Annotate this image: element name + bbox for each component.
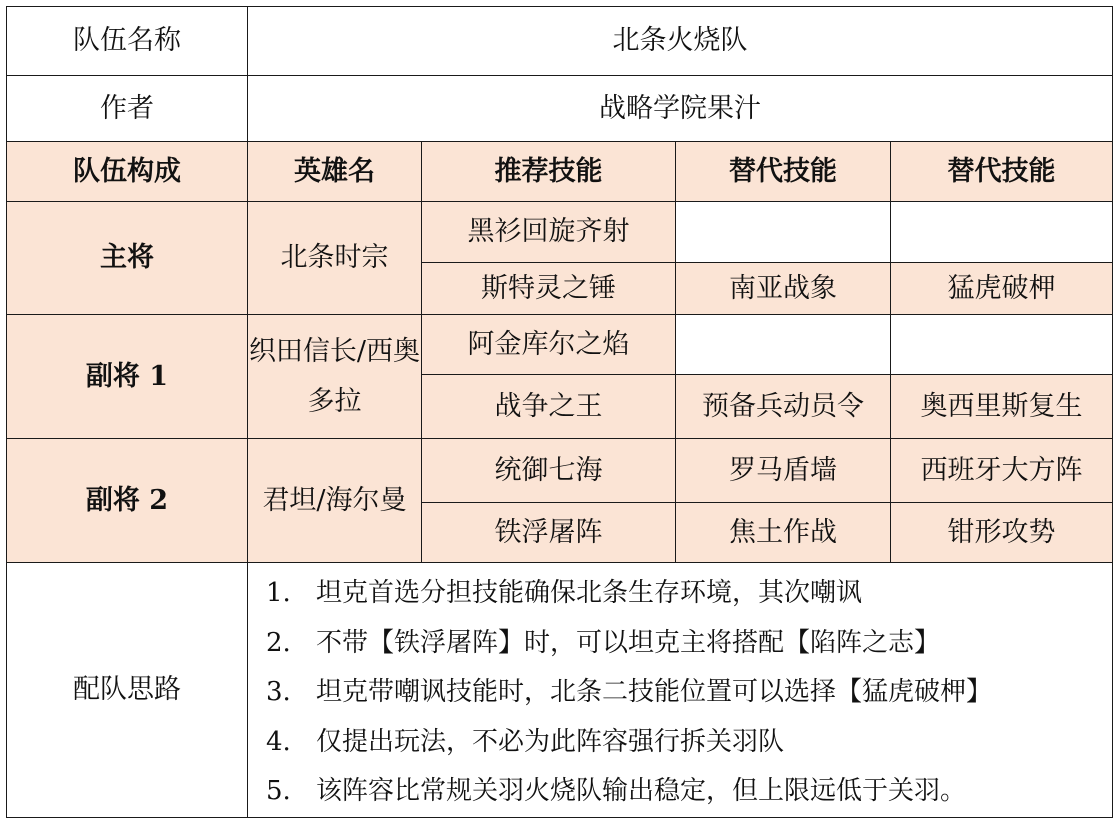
skill-cell: 焦土作战 bbox=[676, 503, 891, 563]
item-number: 3. bbox=[266, 677, 291, 707]
strategy-row bbox=[7, 563, 1113, 818]
role-commander: 主将 bbox=[7, 202, 248, 315]
hero-commander: 北条时宗 bbox=[248, 202, 422, 315]
item-text: 不带【铁浮屠阵】时，可以坦克主将搭配【陷阵之志】 bbox=[316, 627, 941, 658]
strategy-item bbox=[266, 569, 1112, 619]
header-composition: 队伍构成 bbox=[7, 142, 248, 202]
header-row bbox=[7, 142, 1113, 202]
item-text: 仅提出玩法，不必为此阵容强行拆关羽队 bbox=[316, 726, 785, 757]
skill-cell bbox=[676, 315, 891, 375]
item-number: 1. bbox=[266, 578, 291, 608]
team-name-label: 队伍名称 bbox=[7, 7, 248, 76]
team-lineup-table bbox=[6, 6, 1113, 818]
skill-cell bbox=[676, 202, 891, 263]
strategy-item bbox=[266, 767, 1112, 817]
strategy-label: 配队思路 bbox=[7, 563, 248, 818]
header-hero-name: 英雄名 bbox=[248, 142, 422, 202]
author-label: 作者 bbox=[7, 76, 248, 142]
item-number: 4. bbox=[266, 726, 291, 757]
author-row bbox=[7, 76, 1113, 142]
role-deputy-1: 副将 1 bbox=[7, 315, 248, 439]
item-text: 坦克首选分担技能确保北条生存环境，其次嘲讽 bbox=[316, 578, 863, 608]
skill-cell: 统御七海 bbox=[422, 439, 676, 503]
commander-row-1 bbox=[7, 202, 1113, 263]
skill-cell: 南亚战象 bbox=[676, 263, 891, 315]
header-alternative-skill-1: 替代技能 bbox=[676, 142, 891, 202]
header-recommended-skill: 推荐技能 bbox=[422, 142, 676, 202]
skill-cell: 西班牙大方阵 bbox=[891, 439, 1113, 503]
skill-cell: 黑衫回旋齐射 bbox=[422, 202, 676, 263]
skill-cell: 战争之王 bbox=[422, 375, 676, 439]
strategy-item bbox=[266, 718, 1112, 768]
skill-cell: 预备兵动员令 bbox=[676, 375, 891, 439]
skill-cell: 猛虎破柙 bbox=[891, 263, 1113, 315]
strategy-item bbox=[266, 619, 1112, 669]
role-deputy-2: 副将 2 bbox=[7, 439, 248, 563]
strategy-notes bbox=[248, 563, 1113, 818]
author-value: 战略学院果汁 bbox=[248, 76, 1113, 142]
team-name-row bbox=[7, 7, 1113, 76]
deputy2-row-1 bbox=[7, 439, 1113, 503]
skill-cell: 罗马盾墙 bbox=[676, 439, 891, 503]
strategy-list bbox=[248, 563, 1112, 817]
item-number: 2. bbox=[266, 627, 291, 658]
skill-cell: 钳形攻势 bbox=[891, 503, 1113, 563]
skill-cell: 铁浮屠阵 bbox=[422, 503, 676, 563]
skill-cell bbox=[891, 202, 1113, 263]
team-name-value: 北条火烧队 bbox=[248, 7, 1113, 76]
skill-cell: 奥西里斯复生 bbox=[891, 375, 1113, 439]
hero-deputy-2: 君坦/海尔曼 bbox=[248, 439, 422, 563]
item-number: 5. bbox=[266, 776, 291, 806]
hero-deputy-1: 织田信长/西奥多拉 bbox=[248, 315, 422, 439]
skill-cell: 斯特灵之锤 bbox=[422, 263, 676, 315]
header-alternative-skill-2: 替代技能 bbox=[891, 142, 1113, 202]
skill-cell bbox=[891, 315, 1113, 375]
deputy1-row-1 bbox=[7, 315, 1113, 375]
item-text: 该阵容比常规关羽火烧队输出稳定，但上限远低于关羽。 bbox=[316, 776, 967, 806]
strategy-item bbox=[266, 668, 1112, 718]
skill-cell: 阿金库尔之焰 bbox=[422, 315, 676, 375]
item-text: 坦克带嘲讽技能时，北条二技能位置可以选择【猛虎破柙】 bbox=[316, 677, 993, 707]
